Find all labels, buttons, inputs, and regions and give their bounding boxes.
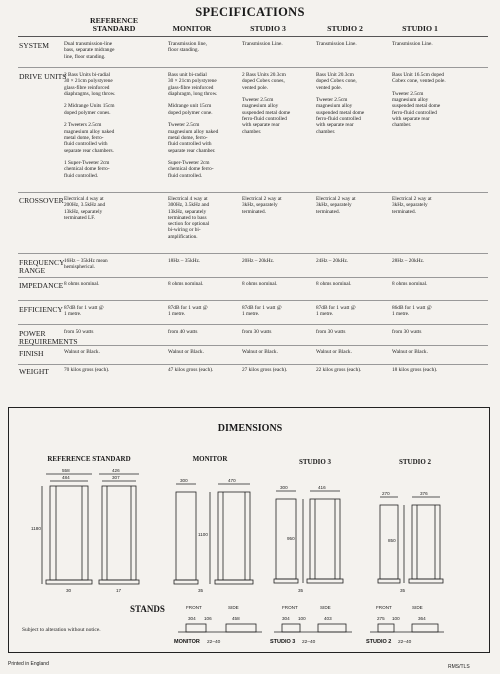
spec-cell: Transmission line, floor standing.	[168, 41, 207, 54]
spec-cell: Walnut or Black.	[316, 349, 352, 355]
spec-cell: 22 kilos gross (each).	[316, 367, 362, 373]
spec-cell: Electrical 2 way at 3kHz, separately terminated.	[392, 196, 432, 215]
spec-cell: 86dB for 1 watt @ 1 metre.	[392, 305, 432, 318]
spec-cell: 2 Bass Units 20.3cm doped Cobex cones, vented pole. Tweeter 2.5cm magnesium alloy suspended metal dome ferro-fluid controlled with separate rear chamber.	[242, 72, 291, 135]
column-header-studio-2: STUDIO 2	[327, 24, 363, 33]
spec-cell: Electrical 2 way at 3kHz, separately terminated.	[242, 196, 282, 215]
column-header-reference-standard: REFERENCE STANDARD	[89, 16, 139, 33]
spec-cell: 70 kilos gross (each).	[64, 367, 110, 373]
row-label: DRIVE UNITS	[19, 72, 67, 81]
studio2-side-cabinet	[412, 505, 440, 579]
row-label: EFFICIENCY	[19, 305, 63, 314]
spec-cell: 8 ohms nominal.	[316, 281, 352, 287]
stand-monitor-106: 106	[204, 616, 212, 621]
dim-label-monitor: MONITOR	[192, 455, 228, 463]
stand-monitor-458: 458	[232, 616, 240, 621]
dim-ref-307: 307	[112, 475, 120, 480]
spec-cell: Transmission Line.	[242, 41, 283, 47]
stand-studio2-275: 275	[377, 616, 385, 621]
spec-cell: Bass Unit 16.5cm doped Cobex cone, vented pole. Tweeter 2.5cm magnesium alloy suspended metal dome ferro-fluid controlled with separate rear chamber.	[392, 72, 446, 129]
dim-ref-17: 17	[116, 588, 122, 593]
spec-cell: 28Hz – 20kHz.	[392, 258, 425, 264]
stand-monitor-front-label: FRONT	[186, 605, 202, 610]
stand-studio2-100: 100	[392, 616, 400, 621]
spec-cell: Walnut or Black.	[64, 349, 100, 355]
spec-cell: Walnut or Black.	[392, 349, 428, 355]
spec-cell: 18 kilos gross (each).	[392, 367, 438, 373]
spec-cell: 8 ohms nominal.	[392, 281, 428, 287]
spec-cell: 24Hz – 20kHz.	[316, 258, 349, 264]
ref-side-plinth	[99, 580, 139, 584]
spec-cell: 27 kilos gross (each).	[242, 367, 288, 373]
dimensions-title: DIMENSIONS	[217, 423, 283, 434]
spec-cell: Bass unit bi-radial 30 × 21cm polystyrene glass-fibre reinforced diaphragm, long throw. Midrange unit 15cm doped polymer cone. Tweeter 2.5cm magnesium alloy naked metal dome, ferro- fluid controlled with separate rear chamber. Super-Tweeter 2cm chemical dome ferro- fluid controlled.	[168, 72, 219, 179]
dim-ref-558: 558	[62, 468, 70, 473]
footer-printed: Printed in England	[8, 661, 49, 667]
dim-label-studio-3: STUDIO 3	[298, 458, 332, 466]
column-header-studio-3: STUDIO 3	[250, 24, 286, 33]
page-title: SPECIFICATIONS	[195, 5, 305, 19]
spec-cell: 8 ohms nominal.	[242, 281, 278, 287]
stand-studio2-name: STUDIO 2	[366, 639, 392, 645]
stands-title: STANDS	[130, 604, 165, 614]
dim-ref-1180: 1180	[31, 526, 41, 531]
spec-cell: Transmission Line.	[316, 41, 357, 47]
spec-cell: Electrical 4 way at 300Hz, 3.5kHz and 13kHz, separately terminated to bass section for optional bi-wiring or bi- amplification.	[168, 196, 210, 240]
dim-monitor-1100: 1100	[198, 532, 208, 537]
studio2-stand-side	[412, 624, 438, 632]
spec-cell: 18Hz – 35kHz.	[168, 258, 201, 264]
stand-studio3-403: 403	[324, 616, 332, 621]
spec-cell: 8 ohms nominal.	[64, 281, 100, 287]
stand-monitor-name: MONITOR	[174, 639, 200, 645]
spec-cell: Electrical 4 way at 200Hz, 3.5kHz and 13kHz, separately terminated LF.	[64, 196, 106, 221]
dim-ref-426: 426	[112, 468, 120, 473]
spec-cell: 87dB for 1 watt @ 1 metre.	[242, 305, 282, 318]
spec-cell: Bass Unit 20.3cm doped Cobex cone, vented pole. Tweeter 2.5cm magnesium alloy suspended metal dome ferro-fluid controlled with separate rear chamber.	[316, 72, 365, 135]
spec-cell: Walnut or Black.	[168, 349, 204, 355]
dim-studio3-416: 416	[318, 485, 326, 490]
spec-cell: 16Hz – 35kHz mean hemispherical.	[64, 258, 108, 271]
dim-label-reference-standard: REFERENCE STANDARD	[47, 455, 131, 463]
stand-studio3-name: STUDIO 3	[270, 639, 296, 645]
dim-monitor-300: 300	[180, 478, 188, 483]
row-label: FREQUENCY RANGE	[19, 258, 65, 275]
spec-cell: 8 ohms nominal.	[168, 281, 204, 287]
dim-studio3-300: 300	[280, 485, 288, 490]
stand-monitor-side-label: SIDE	[228, 605, 239, 610]
dim-studio2-270: 270	[382, 491, 390, 496]
spec-cell: 87dB for 1 watt @ 1 metre.	[168, 305, 208, 318]
stand-studio2-height: 22–40	[398, 640, 412, 645]
row-label: POWER REQUIREMENTS	[19, 329, 78, 346]
spec-cell: from 30 watts	[316, 329, 346, 335]
monitor-stand-front	[186, 624, 206, 632]
column-header-studio-1: STUDIO 1	[402, 24, 438, 33]
dim-studio2-850: 850	[388, 538, 396, 543]
spec-cell: 2 Bass Units bi-radial 30 × 21cm polystyrene glass-fibre reinforced diaphragms, long throw. 2 Midrange Units 15cm doped polymer cones. 2 Tweeters 2.5cm magnesium alloy naked metal dome, ferro- fluid controlled with separate rear chambers. 1 Super-Tweeter 2cm chemical dome ferro- fluid controlled.	[64, 72, 116, 179]
spec-cell: Walnut or Black.	[242, 349, 278, 355]
row-label: IMPEDANCE	[19, 281, 64, 290]
spec-cell: Dual transmission-line bass, separate midrange line, floor standing.	[64, 41, 115, 60]
ref-front-plinth	[46, 580, 92, 584]
stand-studio2-front-label: FRONT	[376, 605, 392, 610]
spec-cell: from 30 watts	[242, 329, 272, 335]
row-label: SYSTEM	[19, 41, 49, 50]
dim-studio2-35: 35	[400, 588, 406, 593]
spec-cell: 87dB for 1 watt @ 1 metre.	[316, 305, 356, 318]
footer-code: RMS/TLS	[448, 664, 470, 670]
stand-studio2-364: 364	[418, 616, 426, 621]
alteration-note: Subject to alteration without notice.	[22, 627, 101, 633]
spec-cell: 20Hz – 20kHz.	[242, 258, 275, 264]
studio3-stand-side	[318, 624, 346, 632]
row-label: FINISH	[19, 349, 44, 358]
stand-studio3-100: 100	[298, 616, 306, 621]
stand-studio3-304: 304	[282, 616, 290, 621]
stand-studio2-side-label: SIDE	[412, 605, 423, 610]
dim-studio2-376: 376	[420, 491, 428, 496]
stand-monitor-304: 304	[188, 616, 196, 621]
studio2-stand-front	[378, 624, 394, 632]
monitor-stand-side	[226, 624, 256, 632]
dim-label-studio-2: STUDIO 2	[398, 458, 432, 466]
stand-monitor-height: 22–40	[207, 640, 221, 645]
column-header-monitor: MONITOR	[172, 24, 212, 33]
dim-monitor-470: 470	[228, 478, 236, 483]
row-label: CROSSOVER	[19, 196, 64, 205]
row-label: WEIGHT	[19, 367, 49, 376]
spec-cell: 47 kilos gross (each).	[168, 367, 214, 373]
spec-cell: from 30 watts	[392, 329, 422, 335]
dim-ref-30: 30	[66, 588, 72, 593]
monitor-front-cabinet	[176, 492, 196, 580]
dim-studio3-35: 35	[298, 588, 304, 593]
spec-cell: from 40 watts	[168, 329, 198, 335]
dim-ref-484: 484	[62, 475, 70, 480]
stand-studio3-front-label: FRONT	[282, 605, 298, 610]
dim-monitor-35: 35	[198, 588, 204, 593]
spec-cell: Transmission Line.	[392, 41, 433, 47]
dim-studio3-950: 950	[287, 536, 295, 541]
studio3-side-cabinet	[310, 499, 340, 579]
spec-cell: Electrical 2 way at 3kHz, separately terminated.	[316, 196, 356, 215]
studio3-stand-front	[282, 624, 300, 632]
spec-cell: from 50 watts	[64, 329, 94, 335]
spec-cell: 87dB for 1 watt @ 1 metre.	[64, 305, 104, 318]
stand-studio3-side-label: SIDE	[320, 605, 331, 610]
stand-studio3-height: 22–40	[302, 640, 316, 645]
